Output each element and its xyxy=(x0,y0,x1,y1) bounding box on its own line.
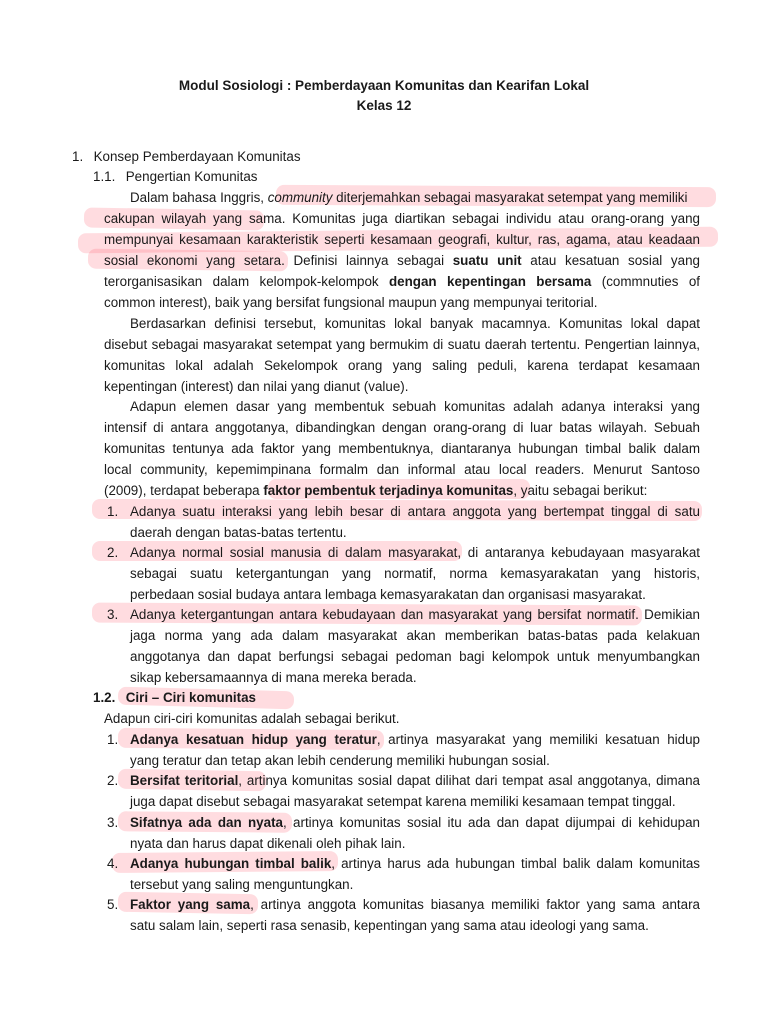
paragraph-line: Berdasarkan definisi tersebut, komunitas lokal banyak macamnya. Komunitas lokal dapat xyxy=(130,316,700,331)
list-item-line: Adanya ketergantungan antara kebudayaan dan masyarakat yang bersifat normatif. Demikian xyxy=(130,607,700,622)
list-number: 1. xyxy=(107,732,119,747)
list-number: 1. xyxy=(107,504,119,519)
text-span: , yaitu sebagai berikut: xyxy=(513,483,648,498)
text-span: , artinya komunitas sosial dapat dilihat dari tempat asal anggotanya, dimana xyxy=(238,773,700,788)
list-item-line xyxy=(130,896,700,914)
text-span: , artinya komunitas sosial itu ada dan dapat dijumpai di kehidupan xyxy=(282,815,700,830)
paragraph-line: komunitas lokal adalah Sekelompok orang yang saling peduli, karena terdapat kesamaan xyxy=(104,358,700,373)
list-number: 3. xyxy=(107,607,119,622)
paragraph-line xyxy=(104,273,700,291)
bold-term: Adanya hubungan timbal balik xyxy=(130,856,332,871)
list-number: 3. xyxy=(107,815,119,830)
bold-term: faktor pembentuk terjadinya komunitas xyxy=(263,483,514,498)
bold-term: Bersifat teritorial xyxy=(130,773,239,788)
paragraph-line: disebut sebagai masyarakat setempat yang bermukim di suatu daerah tertentu. Pengertian lainnya, xyxy=(104,337,700,352)
list-item-line xyxy=(130,772,700,790)
text-span: terorganisasikan dalam kelompok-kelompok xyxy=(104,274,389,289)
text-span: , artinya anggota komunitas biasanya memiliki faktor yang sama antara xyxy=(250,897,700,912)
list-item-line xyxy=(130,814,700,832)
paragraph-line: intensif di antara anggotanya, dibandingkan dengan orang-orang di luar batas wilayah. Sebuah xyxy=(104,420,700,435)
text-span: atau kesatuan sosial yang xyxy=(521,253,700,268)
list-item-line: yang teratur dan tetap akan lebih cenderung memiliki hubungan sosial. xyxy=(130,753,550,768)
list-number: 4. xyxy=(107,856,119,871)
bold-term: Adanya kesatuan hidup yang teratur xyxy=(130,732,377,747)
text-span: sosial ekonomi yang setara. Definisi lainnya sebagai xyxy=(104,253,453,268)
bold-term: dengan kepentingan bersama xyxy=(389,274,592,289)
paragraph-line xyxy=(104,482,647,500)
paragraph-line: mempunyai kesamaan karakteristik seperti kesamaan geografi, kultur, ras, agama, atau keadaan xyxy=(104,232,700,247)
subsection-heading: 1.2. Ciri – Ciri komunitas xyxy=(93,690,256,705)
paragraph-line xyxy=(130,189,687,207)
paragraph-line: Adapun ciri-ciri komunitas adalah sebagai berikut. xyxy=(104,711,400,726)
list-item-line: juga dapat disebut sebagai masyarakat setempat karena memiliki kesamaan tempat tinggal. xyxy=(130,794,676,809)
list-item-line: Adanya normal sosial manusia di dalam masyarakat, di antaranya kebudayaan masyarakat xyxy=(130,545,700,560)
paragraph-line: Adapun elemen dasar yang membentuk sebuah komunitas adalah adanya interaksi yang xyxy=(130,399,700,414)
list-number: 2. xyxy=(107,773,119,788)
bold-term: Faktor yang sama xyxy=(130,897,251,912)
paragraph-line xyxy=(104,252,700,270)
paragraph-line: cakupan wilayah yang sama. Komunitas juga diartikan sebagai individu atau orang-orang yang xyxy=(104,211,700,226)
paragraph-line: local community, kepemimpinana formalm dan informal atau local readers. Menurut Santoso xyxy=(104,462,700,477)
list-item-line: jaga norma yang ada dalam masyarakat akan memberikan batas-batas pada kelakuan xyxy=(130,628,700,643)
paragraph-line: common interest), baik yang bersifat fungsional maupun yang mempunyai teritorial. xyxy=(104,295,598,310)
list-number: 5. xyxy=(107,897,119,912)
text-span: diterjemahkan sebagai masyarakat setempat yang memiliki xyxy=(332,190,688,205)
document-title: Modul Sosiologi : Pemberdayaan Komunitas dan Kearifan Lokal xyxy=(178,78,590,93)
list-item-line: Adanya suatu interaksi yang lebih besar di antara anggota yang bertempat tinggal di satu xyxy=(130,504,700,519)
text-span: , artinya harus ada hubungan timbal balik dalam komunitas xyxy=(331,856,700,871)
subsection-heading: 1.1. Pengertian Komunitas xyxy=(93,169,258,184)
list-item-line: daerah dengan batas-batas tertentu. xyxy=(130,525,347,540)
section-heading: 1. Konsep Pemberdayaan Komunitas xyxy=(72,149,301,164)
bold-term: Sifatnya ada dan nyata xyxy=(130,815,283,830)
bold-term: suatu unit xyxy=(452,253,522,268)
text-span: Dalam bahasa Inggris, xyxy=(130,190,268,205)
list-item-line: sikap kebersamaannya di mana mereka berada. xyxy=(130,670,417,685)
list-item-line: anggotanya dan dapat berfungsi sebagai pedoman bagi kelompok untuk menyumbangkan xyxy=(130,649,700,664)
text-span: (commnuties of xyxy=(591,274,700,289)
paragraph-line: komunitas tentunya ada faktor yang membentuknya, diantaranya hubungan timbal balik dalam xyxy=(104,441,700,456)
text-span: (2009), terdapat beberapa xyxy=(104,483,264,498)
list-item-line xyxy=(130,731,700,749)
list-item-line: satu salam lain, seperti rasa senasib, kepentingan yang sama atau ideologi yang sama. xyxy=(130,918,649,933)
list-number: 2. xyxy=(107,545,119,560)
italic-term: community xyxy=(267,190,333,205)
list-item-line: nyata dan harus dapat dikenali oleh pihak lain. xyxy=(130,836,406,851)
list-item-line: sebagai suatu ketergantungan yang normatif, norma kemasyarakatan yang historis, xyxy=(130,566,700,581)
document-subtitle: Kelas 12 xyxy=(356,98,412,113)
list-item-line: tersebut yang saling menguntungkan. xyxy=(130,877,354,892)
paragraph-line: kepentingan (interest) dan nilai yang dianut (value). xyxy=(104,379,409,394)
text-span: , artinya masyarakat yang memiliki kesatuan hidup xyxy=(376,732,700,747)
list-item-line xyxy=(130,855,700,873)
list-item-line: perbedaan sosial budaya antara lembaga kemasyarakatan dan organisasi masyarakat. xyxy=(130,587,646,602)
